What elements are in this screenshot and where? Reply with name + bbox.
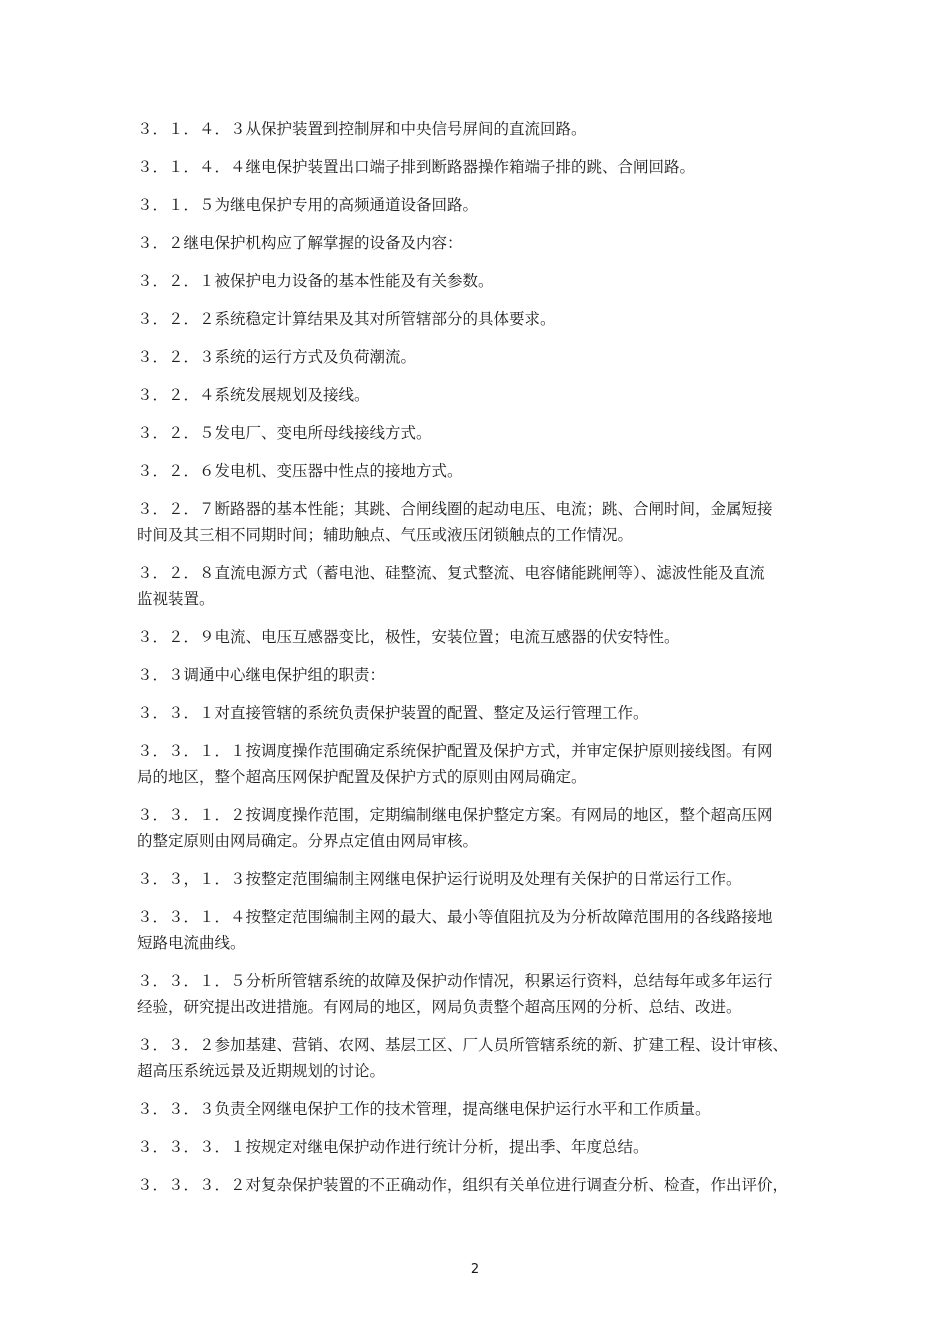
paragraph <box>137 154 827 180</box>
paragraph <box>137 624 827 650</box>
paragraph <box>137 1096 827 1122</box>
paragraph <box>137 496 827 548</box>
paragraph-line: 时间及其三相不同期时间；辅助触点、气压或液压闭锁触点的工作情况。 <box>137 526 634 544</box>
paragraph-line: ３．２．６发电机、变压器中性点的接地方式。 <box>137 462 463 480</box>
paragraph-line: ３．１．４．４继电保护装置出口端子排到断路器操作箱端子排的跳、合闸回路。 <box>137 158 696 176</box>
paragraph-line: ３．３．３．２对复杂保护装置的不正确动作，组织有关单位进行调查分析、检查，作出评价， <box>137 1176 789 1194</box>
paragraph-line: ３．３．２参加基建、营销、农网、基层工区、厂人员所管辖系统的新、扩建工程、设计审核、 <box>137 1036 789 1054</box>
paragraph-line: ３．２．７断路器的基本性能；其跳、合闸线圈的起动电压、电流；跳、合闸时间，金属短接 <box>137 500 773 518</box>
paragraph <box>137 560 827 612</box>
paragraph <box>137 802 827 854</box>
paragraph <box>137 738 827 790</box>
paragraph-line: ３．３．３负责全网继电保护工作的技术管理，提高继电保护运行水平和工作质量。 <box>137 1100 711 1118</box>
paragraph <box>137 268 827 294</box>
paragraph-line: ３．２．５发电厂、变电所母线接线方式。 <box>137 424 432 442</box>
document-body <box>137 116 827 1210</box>
paragraph <box>137 230 827 256</box>
paragraph <box>137 458 827 484</box>
paragraph-line: ３．３．１．５分析所管辖系统的故障及保护动作情况，积累运行资料，总结每年或多年运行 <box>137 972 773 990</box>
paragraph-line: ３．３，１．３按整定范围编制主网继电保护运行说明及处理有关保护的日常运行工作。 <box>137 870 742 888</box>
paragraph-line: ３．２．９电流、电压互感器变比，极性，安装位置；电流互感器的伏安特性。 <box>137 628 680 646</box>
paragraph-line: ３．３．３．１按规定对继电保护动作进行统计分析，提出季、年度总结。 <box>137 1138 649 1156</box>
paragraph-line: ３．１．４．３从保护装置到控制屏和中央信号屏间的直流回路。 <box>137 120 587 138</box>
paragraph <box>137 192 827 218</box>
paragraph-line: ３．２继电保护机构应了解掌握的设备及内容： <box>137 234 463 252</box>
paragraph-line: ３．２．２系统稳定计算结果及其对所管辖部分的具体要求。 <box>137 310 556 328</box>
paragraph-line: ３．２．１被保护电力设备的基本性能及有关参数。 <box>137 272 494 290</box>
paragraph-line: 经验，研究提出改进措施。有网局的地区，网局负责整个超高压网的分析、总结、改进。 <box>137 998 742 1016</box>
paragraph <box>137 968 827 1020</box>
paragraph <box>137 306 827 332</box>
paragraph-line: ３．２．８直流电源方式（蓄电池、硅整流、复式整流、电容储能跳闸等）、滤波性能及直流 <box>137 564 765 582</box>
paragraph <box>137 866 827 892</box>
paragraph <box>137 1134 827 1160</box>
paragraph <box>137 116 827 142</box>
paragraph-line: ３．３．１．２按调度操作范围，定期编制继电保护整定方案。有网局的地区，整个超高压网 <box>137 806 773 824</box>
paragraph-line: ３．３调通中心继电保护组的职责： <box>137 666 386 684</box>
paragraph <box>137 1032 827 1084</box>
paragraph-line: ３．２．３系统的运行方式及负荷潮流。 <box>137 348 417 366</box>
paragraph <box>137 1172 827 1198</box>
paragraph <box>137 420 827 446</box>
paragraph-line: ３．１．５为继电保护专用的高频通道设备回路。 <box>137 196 479 214</box>
paragraph-line: 监视装置。 <box>137 590 215 608</box>
paragraph-line: 超高压系统远景及近期规划的讨论。 <box>137 1062 386 1080</box>
paragraph-line: 局的地区，整个超高压网保护配置及保护方式的原则由网局确定。 <box>137 768 587 786</box>
paragraph <box>137 700 827 726</box>
paragraph-line: ３．３．１．４按整定范围编制主网的最大、最小等值阻抗及为分析故障范围用的各线路接地 <box>137 908 773 926</box>
paragraph <box>137 662 827 688</box>
paragraph-line: 短路电流曲线。 <box>137 934 246 952</box>
paragraph <box>137 904 827 956</box>
paragraph-line: ３．２．４系统发展规划及接线。 <box>137 386 370 404</box>
paragraph-line: 的整定原则由网局确定。分界点定值由网局审核。 <box>137 832 479 850</box>
paragraph <box>137 382 827 408</box>
paragraph-line: ３．３．１对直接管辖的系统负责保护装置的配置、整定及运行管理工作。 <box>137 704 649 722</box>
paragraph <box>137 344 827 370</box>
page-number: 2 <box>470 1262 480 1277</box>
paragraph-line: ３．３．１．１按调度操作范围确定系统保护配置及保护方式，并审定保护原则接线图。有网 <box>137 742 773 760</box>
